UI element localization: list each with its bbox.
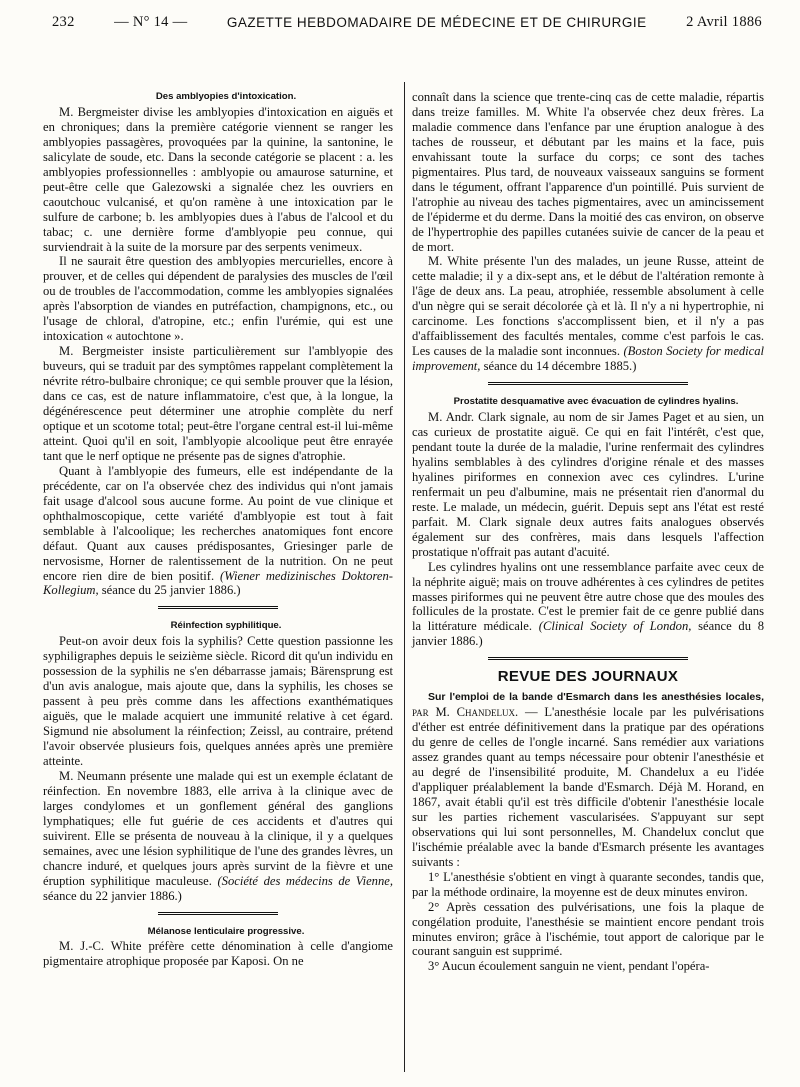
list-item: 3° Aucun écoulement sanguin ne vient, pendant l'opéra- [428, 959, 710, 974]
reference-date: séance du 14 décembre 1885.) [483, 359, 637, 374]
section-rule [158, 606, 278, 609]
article-author: par M. Chandelux. [412, 705, 519, 720]
paragraph: M. J.-C. White préfère cette dénomination à celle d'angiome pigmentaire atrophique proposée par Kaposi. On ne [43, 939, 393, 969]
section-rule [488, 382, 688, 385]
reference-date: séance du 22 janvier 1886.) [43, 888, 182, 903]
list-item: 2° Après cessation des pulvérisations, une fois la plaque de congélation produite, l'anesthésie se maintient encore pendant trois minutes environ; grâce à l'ischémie, tout apport de calorique par le courant sanguin est supprimé. [412, 899, 764, 959]
column-divider [404, 82, 405, 1072]
paragraph: Sur l'emploi de la bande d'Esmarch dans les anesthésies locales, par M. Chandelux. — L'anesthésie locale par les pulvérisations d'éther est entrée définitivement dans la pratique par des opérations du genre de celles de l'ongle incarné. Sans remédier aux variations assez grandes quant au temps nécessaire pour obtenir l'anesthésie et au degré de l'insensibilité produite, M. Chandelux a eu l'idée d'appliquer préalablement la bande d'Esmarch. Déjà M. Horand, en 1867, avait établi qu'il est très difficile d'obtenir l'anesthésie locale sur les parties richement vascularisées. S'appuyant sur sept observations qui lui sont personnelles, M. Chandelux conclut que l'ischémie préalable avec la bande d'Esmarch présente les avantages suivants : [412, 691, 764, 869]
section-rule [158, 912, 278, 915]
paragraph: Quant à l'amblyopie des fumeurs, elle est indépendante de la précédente, car on l'a observée chez des individus qui n'ont jamais fait usage d'alcool sous aucune forme. Au point de vue clinique et ophthalmoscopique, cette variété d'amblyopie est tout à fait semblable à l'alcoolique; les recherches anatomiques font encore défaut. Quant aux causes prédisposantes, Griesinger parle de nervosisme, Horner de ralentissement de la nutrition. On ne peut encore rien dire de bien positif. (Wiener medizinisches Doktoren-Kollegium, séance du 25 janvier 1886.) [43, 463, 393, 598]
paragraph: Il ne saurait être question des amblyopies mercurielles, encore à prouver, et de celles qui dépendent de paralysies des muscles de l'œil ou de troubles de l'accommodation, comme les amblyopies signalées après l'absorption de viandes en putréfaction, champignons, etc., ou l'usage de chloral, d'atropine, etc.; enfin l'urémie, qui est une intoxication « autochtone ». [43, 254, 393, 344]
journal-title: GAZETTE HEBDOMADAIRE DE MÉDECINE ET DE CHIRURGIE [226, 14, 647, 30]
paragraph: Peut-on avoir deux fois la syphilis? Cette question passionne les syphiligraphes depuis le seizième siècle. Ricord dit qu'un individu en possession de la syphilis ne s'en débarrasse jamais; Bärensprung est d'un avis analogue, mais ajoute que, dans la syphilis, les choses se passent à peu près comme dans les affections exanthématiques aiguës, que le malade acquiert une immunité relative à cet égard. Sigmund nie absolument la réinfection; Zeissl, au contraire, prétend l'avoir observée plusieurs fois, quelques années après une première atteinte. [43, 634, 393, 768]
paragraph: M. White présente l'un des malades, un jeune Russe, atteint de cette maladie; il y a dix-sept ans, et le début de l'altération remonte à l'âge de deux ans. La peau, atrophiée, ressemble absolument à celle d'un nègre qui se serait décolorée çà et là. Il n'y a ni hypertrophie, ni carcinome. Les fonctions s'accomplissent bien, et il n'y a pas d'affaiblissement des facultés mentales, comme c'est parfois le cas. Les causes de la maladie sont inconnues. (Boston Society for medical improvement, séance du 14 décembre 1885.) [412, 254, 765, 374]
reference: (Wiener medizinisches Doktoren-Kollegium, [43, 568, 393, 598]
reference: (Société des médecins de Vienne, [217, 873, 393, 888]
reference-date: séance du 25 janvier 1886.) [101, 583, 241, 598]
paragraph: M. Andr. Clark signale, au nom de sir James Paget et au sien, un cas curieux de prostatite aiguë. Ce qui en fait l'intérêt, c'est que, pendant toute la durée de la maladie, l'urine renfermait des cylindres hyalins semblables à des cylindres d'origine rénale et des masses hyalines piriformes en connexion avec ces cylindres. L'urine renfermait un peu d'albumine, mais ne présentait rien d'anormal du reste. Le malade, un médecin, guérit. Depuis sept ans l'état est resté parfait. M. Clark signale deux autres faits analogues observés également sur des confrères, mais dans lesquels l'affection prostatique n'offrait pas autant d'acuité. [412, 410, 764, 559]
issue-date: 2 Avril 1886 [686, 13, 762, 30]
article-lead: Sur l'emploi de la bande d'Esmarch dans les anesthésies locales, [428, 691, 764, 704]
paragraph: connaît dans la science que trente-cinq cas de cette maladie, répartis dans treize familles. M. White l'a observée chez deux frères. La maladie commence dans l'enfance par une éruption analogue à des taches de rousseur, et débutant par les mains et la face, puis envahissant toute la surface du corps; ce sont des taches pigmentaires. Plus tard, de nouveaux vaisseaux sanguins se forment dans le tégument, offrant l'apparence d'un pointillé. Puis survient de l'atrophie au niveau des taches pigmentaires, avec un amincissement de l'épiderme et du derme. Dans la moitié des cas environ, on observe de l'hypertrophie des papilles cutanées suivie de cancer de la peau et de mort. [412, 90, 764, 254]
section-title: Prostatite desquamative avec évacuation de cylindres hyalins. [453, 396, 739, 408]
section-title: Des amblyopies d'intoxication. [155, 91, 297, 102]
revue-heading: REVUE DES JOURNAUX [497, 668, 679, 686]
reference: (Clinical Society of London, [538, 619, 692, 634]
paragraph: M. Bergmeister divise les amblyopies d'intoxication en aiguës et en chroniques; dans la première catégorie viennent se ranger les amblyopies passagères, provoquées par la quinine, la santonine, le salicylate de soude, etc. Dans la seconde catégorie se placent : a. les amblyopies professionnelles : amblyopie ou amaurose saturnine, et peut-être celle que Galezowski a signalée chez les ouvriers en caoutchouc vulcanisé, et qu'on ramène à une intoxication par le sulfure de carbone; b. les amblyopies dues à l'abus de l'alcool et du tabac; c. une dernière forme d'amblyopie peu connue, qui surviendrait à la suite de la morsure par des serpents venimeux. [43, 104, 393, 254]
reference: (Boston Society for medical improvement, [412, 344, 765, 374]
paragraph: M. Neumann présente une malade qui est un exemple éclatant de réinfection. En novembre 1883, elle arriva à la clinique avec de larges condylomes et un gonflement général des ganglions lymphatiques; elle fut guérie de ces accidents et d'autres qui suivirent. Elle se présenta de nouveau à la clinique, il y a quelques semaines, avec une lésion syphilitique de l'une des grandes lèvres, un chancre induré, et quelques jours après survint de la fièvre et une éruption syphilitique maculeuse. (Société des médecins de Vienne, séance du 22 janvier 1886.) [43, 768, 393, 903]
left-column [43, 90, 393, 969]
section-title: Réinfection syphilitique. [170, 620, 282, 632]
section-title: Mélanose lenticulaire progressive. [147, 925, 305, 937]
paragraph: Les cylindres hyalins ont une ressemblance parfaite avec ceux de la néphrite aiguë; mais on trouve adhérentes à ces cylindres de petites masses piriformes qui ne peuvent être autre chose que des moules des follicules de la prostate. C'est le premier fait de ce genre publié dans la littérature médicale. (Clinical Society of London, séance du 8 janvier 1886.) [412, 559, 764, 649]
reference-date: séance du 8 janvier 1886.) [412, 619, 764, 649]
page-header [52, 10, 762, 34]
list-item: 1° L'anesthésie s'obtient en vingt à quarante secondes, tandis que, par la méthode ordinaire, la moyenne est de deux minutes environ. [412, 869, 764, 899]
section-rule [488, 657, 688, 660]
right-column [412, 90, 764, 974]
paragraph: M. Bergmeister insiste particulièrement sur l'amblyopie des buveurs, qui se traduit par des symptômes rappelant complètement la névrite rétro-bulbaire chronique; ce qui semble prouver que la lésion, dans ce cas, est de nature inflammatoire, c'est que, à la longue, la dégénérescence peut déterminer une atrophie complète du nerf optique et un scotome total; peut-être l'organe central est-il lui-même atteint. Quoi qu'il en soit, l'amblyopie alcoolique peut être enrayée tant que le nerf optique ne présente pas de signes d'atrophie. [43, 344, 393, 463]
issue-number: — N° 14 — [114, 13, 188, 30]
page-number: 232 [52, 13, 75, 30]
